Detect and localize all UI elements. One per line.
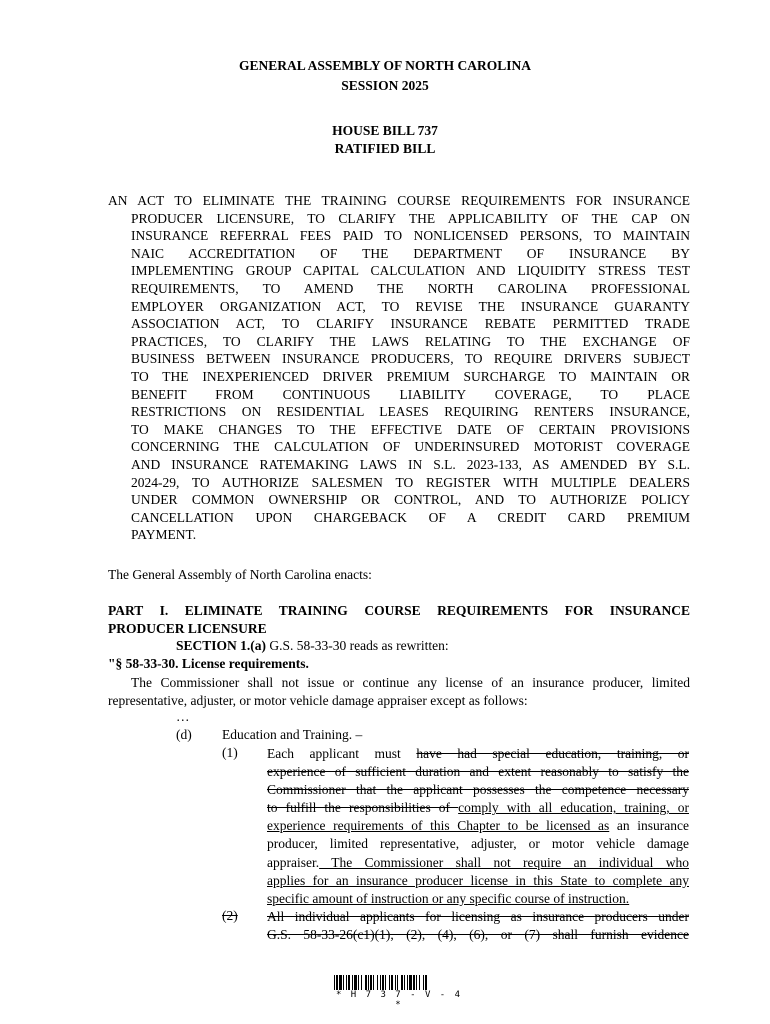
item-line bbox=[267, 908, 689, 926]
section-label: SECTION 1.(a) bbox=[176, 638, 267, 653]
item-line bbox=[267, 745, 689, 763]
plain-text: appraiser. bbox=[267, 854, 320, 870]
enacting-clause: The General Assembly of North Carolina enacts: bbox=[108, 567, 372, 582]
item-number: (2) bbox=[222, 908, 238, 923]
act-title-line: BUSINESS BETWEEN INSURANCE PRODUCERS, TO REQUIRE DRIVERS SUBJECT bbox=[131, 351, 690, 367]
item-line bbox=[267, 799, 689, 817]
plain-text: Each applicant must bbox=[267, 746, 417, 761]
act-title-line: PRODUCER LICENSURE, TO CLARIFY THE APPLICABILITY OF THE CAP ON bbox=[131, 210, 690, 226]
act-title-line: AND INSURANCE RATEMAKING LAWS IN S.L. 2023-133, AS AMENDED BY S.L. bbox=[131, 456, 690, 472]
act-title-line: IMPLEMENTING GROUP CAPITAL CALCULATION AND LIQUIDITY STRESS TEST bbox=[131, 263, 690, 279]
act-title-line: 2024-29, TO AUTHORIZE SALESMEN TO REGISTER WITH MULTIPLE DEALERS bbox=[131, 474, 690, 490]
deleted-text: to fulfill the responsibilities of bbox=[267, 800, 459, 816]
act-title-line: BENEFIT FROM CONTINUOUS LIABILITY COVERAGE, TO PLACE bbox=[131, 386, 690, 402]
plain-text: producer, limited representative, adjuster, or motor vehicle damage bbox=[267, 836, 689, 852]
item-line bbox=[267, 763, 689, 781]
act-title-line: RESTRICTIONS ON RESIDENTIAL LEASES REQUIRING RENTERS INSURANCE, bbox=[131, 404, 690, 420]
statute-heading: "§ 58-33-30. License requirements. bbox=[108, 656, 309, 671]
item-line bbox=[267, 781, 689, 799]
deleted-text: Commissioner that the applicant possesses the competence necessary bbox=[267, 782, 689, 798]
act-title-line: AN ACT TO ELIMINATE THE TRAINING COURSE REQUIREMENTS FOR INSURANCE bbox=[108, 193, 690, 208]
part-heading-line: PART I. ELIMINATE TRAINING COURSE REQUIREMENTS FOR INSURANCE bbox=[108, 603, 690, 618]
statute-intro-line: The Commissioner shall not issue or continue any license of an insurance producer, limited bbox=[131, 675, 690, 690]
deleted-text: G.S. 58-33-26(c1)(1), (2), (4), (6), or (7) shall furnish evidence bbox=[267, 927, 689, 943]
item-line bbox=[267, 872, 689, 890]
act-title-line: TO THE INEXPERIENCED DRIVER PREMIUM SURCHARGE TO MAINTAIN OR bbox=[131, 368, 690, 384]
act-title-line: EMPLOYER ORGANIZATION ACT, TO REVISE THE INSURANCE GUARANTY bbox=[131, 298, 690, 314]
plain-text: an insurance bbox=[609, 818, 689, 834]
statute-intro bbox=[108, 674, 690, 709]
act-title-line: PRACTICES, TO CLARIFY THE LAWS RELATING TO THE EXCHANGE OF bbox=[131, 333, 690, 349]
item-line bbox=[267, 890, 689, 908]
act-title-line: TO MAKE CHANGES TO THE EFFECTIVE DATE OF CERTAIN PROVISIONS bbox=[131, 421, 690, 437]
assembly-heading: GENERAL ASSEMBLY OF NORTH CAROLINA bbox=[238, 58, 532, 73]
subsection-title: Education and Training. – bbox=[222, 727, 363, 742]
section-text: G.S. 58-33-30 reads as rewritten: bbox=[266, 638, 449, 653]
item-line bbox=[267, 835, 689, 853]
item-2-body bbox=[267, 908, 689, 944]
act-title-line: UNDER COMMON OWNERSHIP OR CONTROL, AND TO AUTHORIZE POLICY bbox=[131, 492, 690, 508]
inserted-text: applies for an insurance producer license in this State to complete any bbox=[267, 872, 689, 888]
act-title-line: CONCERNING THE CALCULATION OF UNDERINSURED MOTORIST COVERAGE bbox=[131, 439, 690, 455]
section-line bbox=[176, 638, 449, 654]
part-heading bbox=[108, 602, 690, 637]
bill-number-heading: HOUSE BILL 737 bbox=[332, 123, 438, 138]
act-title-line: PAYMENT. bbox=[131, 527, 197, 543]
act-title-line: INSURANCE REFERRAL FEES PAID TO NONLICENSED PERSONS, TO MAINTAIN bbox=[131, 228, 690, 244]
deleted-text: have had special education, training, or bbox=[416, 746, 690, 761]
item-line bbox=[267, 926, 689, 944]
act-title-line: REQUIREMENTS, TO AMEND THE NORTH CAROLINA PROFESSIONAL bbox=[131, 280, 690, 296]
act-title-line: NAIC ACCREDITATION OF THE DEPARTMENT OF INSURANCE BY bbox=[131, 245, 690, 261]
statute-intro-line: representative, adjuster, or motor vehicle damage appraiser except as follows: bbox=[108, 692, 528, 708]
session-heading: SESSION 2025 bbox=[341, 78, 429, 93]
act-title-line: CANCELLATION UPON CHARGEBACK OF A CREDIT CARD PREMIUM bbox=[131, 509, 690, 525]
inserted-text: specific amount of instruction or any specific course of instruction. bbox=[267, 890, 630, 906]
omission-ellipsis: … bbox=[176, 709, 190, 724]
inserted-text: The Commissioner shall not require an individual who bbox=[319, 854, 689, 870]
item-line bbox=[267, 817, 689, 835]
inserted-text: experience requirements of this Chapter to be licensed as bbox=[267, 818, 610, 834]
deleted-text: All individual applicants for licensing as insurance producers under bbox=[267, 909, 689, 924]
act-title bbox=[108, 192, 690, 544]
deleted-text: experience of sufficient duration and extent reasonably to satisfy the bbox=[267, 764, 689, 780]
item-1-body bbox=[267, 745, 689, 908]
bill-status-heading: RATIFIED BILL bbox=[334, 141, 436, 156]
item-number: (1) bbox=[222, 745, 238, 760]
inserted-text: comply with all education, training, or bbox=[458, 800, 689, 816]
act-title-line: ASSOCIATION ACT, TO CLARIFY INSURANCE REBATE PERMITTED TRADE bbox=[131, 316, 690, 332]
part-heading-line: PRODUCER LICENSURE bbox=[108, 620, 267, 636]
subsection-label: (d) bbox=[176, 727, 192, 742]
barcode-label: * H 7 3 7 - V - 4 * bbox=[335, 990, 463, 1010]
item-line bbox=[267, 854, 689, 872]
